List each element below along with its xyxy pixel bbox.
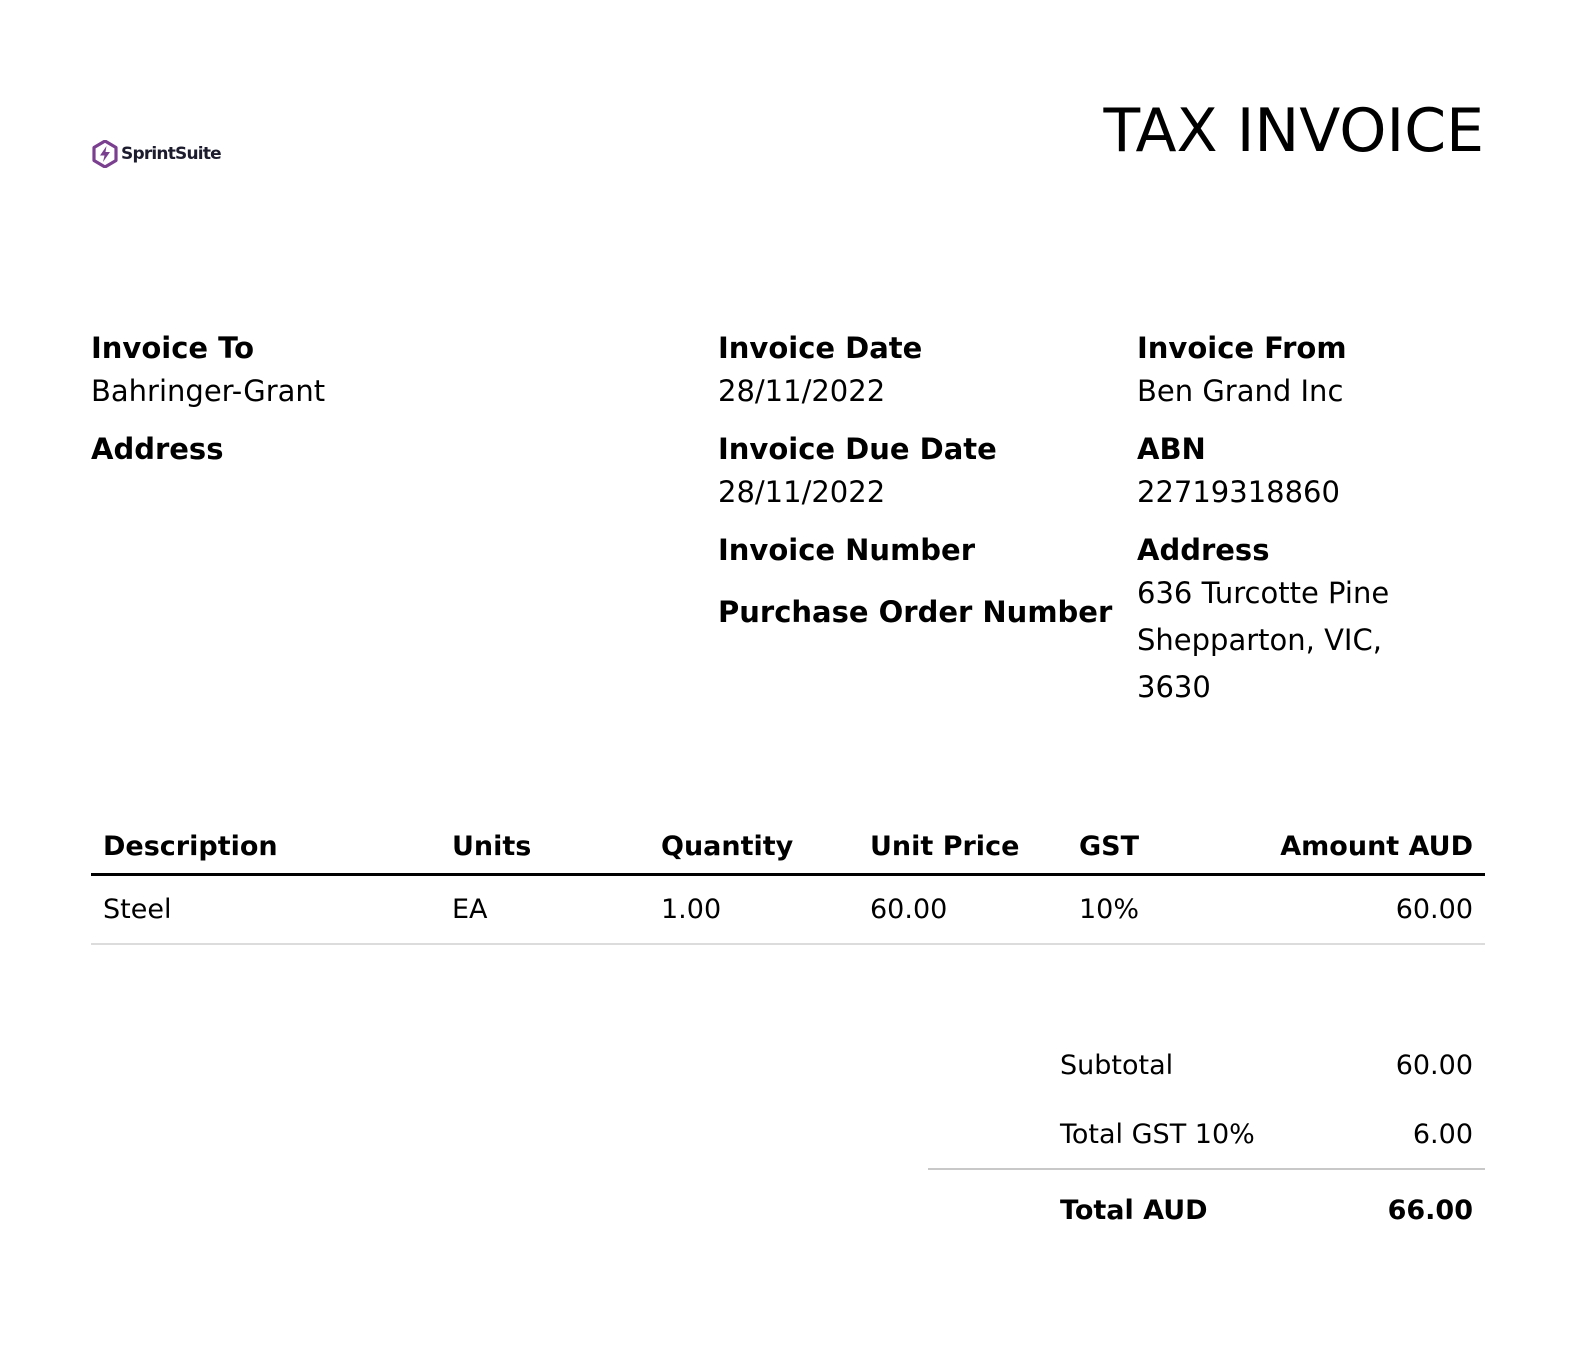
brand-name: SprintSuite: [121, 144, 221, 164]
gst-total-label: Total GST 10%: [1060, 1118, 1255, 1150]
col-header-gst: GST: [1067, 820, 1247, 874]
brand-logo: [92, 138, 221, 170]
invoice-to-address-label: Address: [91, 432, 224, 466]
subtotal-value: 60.00: [1395, 1049, 1473, 1081]
po-number-label: Purchase Order Number: [718, 595, 1113, 629]
invoice-to-section: [91, 328, 691, 469]
subtotal-row: [928, 1030, 1485, 1100]
table-header-row: [91, 820, 1485, 874]
grand-total-label: Total AUD: [1060, 1194, 1208, 1226]
gst-total-row: [928, 1100, 1485, 1170]
invoice-from-section: [1137, 328, 1537, 711]
abn-value: 22719318860: [1137, 475, 1340, 509]
table-row: [91, 874, 1485, 944]
from-address-line: Shepparton, VIC,: [1137, 623, 1382, 657]
invoice-from-name: Ben Grand Inc: [1137, 374, 1344, 408]
from-address-line: 636 Turcotte Pine: [1137, 576, 1390, 610]
col-header-quantity: Quantity: [649, 820, 858, 874]
grand-total-value: 66.00: [1387, 1194, 1473, 1226]
document-title: TAX INVOICE: [1103, 96, 1484, 166]
cell-gst: 10%: [1067, 874, 1247, 944]
col-header-unit-price: Unit Price: [858, 820, 1067, 874]
invoice-date-label: Invoice Date: [718, 331, 923, 365]
invoice-details-section: [718, 328, 1128, 632]
invoice-date-value: 28/11/2022: [718, 374, 886, 408]
from-address-label: Address: [1137, 533, 1270, 567]
invoice-to-label: Invoice To: [91, 331, 255, 365]
from-address-line: 3630: [1137, 670, 1211, 704]
cell-amount: 60.00: [1247, 874, 1485, 944]
cell-units: EA: [440, 874, 649, 944]
cell-unit-price: 60.00: [858, 874, 1067, 944]
abn-label: ABN: [1137, 432, 1206, 466]
totals-section: [928, 1030, 1485, 1250]
gst-total-value: 6.00: [1412, 1118, 1473, 1150]
invoice-number-label: Invoice Number: [718, 533, 976, 567]
col-header-description: Description: [91, 820, 440, 874]
invoice-to-name: Bahringer-Grant: [91, 374, 326, 408]
col-header-amount: Amount AUD: [1247, 820, 1485, 874]
cell-description: Steel: [91, 874, 440, 944]
invoice-from-label: Invoice From: [1137, 331, 1347, 365]
line-items-table: [91, 820, 1485, 945]
col-header-units: Units: [440, 820, 649, 874]
subtotal-label: Subtotal: [1060, 1049, 1174, 1081]
grand-total-row: [928, 1170, 1485, 1250]
sprintsuite-logo-icon: [92, 140, 118, 168]
due-date-label: Invoice Due Date: [718, 432, 997, 466]
cell-quantity: 1.00: [649, 874, 858, 944]
due-date-value: 28/11/2022: [718, 475, 886, 509]
